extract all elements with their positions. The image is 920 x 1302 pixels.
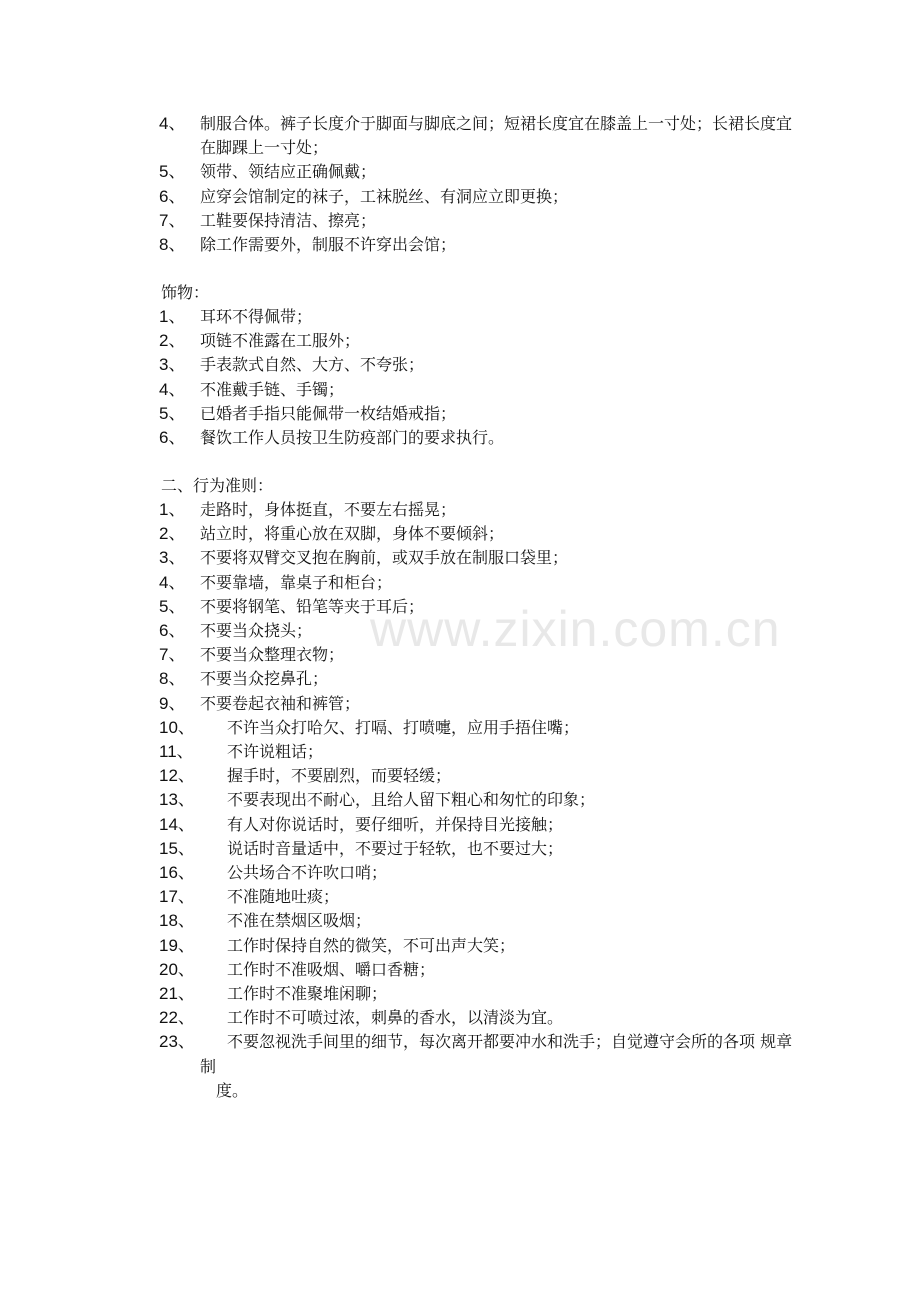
item-number: 8、 xyxy=(159,235,186,254)
item-text: 不要当众挖鼻孔； xyxy=(200,669,329,689)
item-number: 21、 xyxy=(159,984,195,1003)
item-number: 6、 xyxy=(159,621,186,640)
item-number: 11、 xyxy=(159,742,194,761)
item-number: 20、 xyxy=(159,959,195,979)
item-text: 不准在禁烟区吸烟； xyxy=(227,911,372,931)
item-number: 2、 xyxy=(159,524,186,544)
item-text: 领带、领结应正确佩戴； xyxy=(200,162,377,182)
item-text: 手表款式自然、大方、不夸张； xyxy=(200,355,425,375)
item-text: 耳环不得佩带； xyxy=(200,307,313,326)
item-number: 1、 xyxy=(159,307,186,326)
item-number: 19、 xyxy=(159,935,195,955)
item-number: 7、 xyxy=(159,210,186,230)
item-text: 不要当众整理衣物； xyxy=(200,645,345,665)
item-text: 不要卷起衣袖和裤管； xyxy=(200,693,361,713)
item-text: 说话时音量适中，不要过于轻软，也不要过大； xyxy=(227,838,564,858)
item-number: 12、 xyxy=(159,766,195,786)
item-text: 不要当众挠头； xyxy=(200,621,313,640)
item-number: 14、 xyxy=(159,814,195,834)
item-number: 16、 xyxy=(159,863,195,882)
item-text: 有人对你说话时，要仔细听，并保持目光接触； xyxy=(227,814,564,834)
item-text: 不要将钢笔、铅笔等夹于耳后； xyxy=(200,596,425,616)
item-text: 制服合体。裤子长度介于脚面与脚底之间；短裙长度宜在膝盖上一寸处；长裙长度宜 xyxy=(200,114,793,133)
item-number: 9、 xyxy=(159,693,186,713)
item-number: 17、 xyxy=(159,887,195,907)
item-number: 6、 xyxy=(159,186,186,206)
item-continuation-text: 在脚踝上一寸处； xyxy=(200,138,329,158)
item-text: 工作时不准吸烟、嚼口香糖； xyxy=(227,959,436,979)
item-text: 不许当众打哈欠、打嗝、打喷嚏，应用手捂住嘴； xyxy=(227,717,580,737)
item-text: 不要靠墙，靠桌子和柜台； xyxy=(200,572,393,592)
item-text: 不准随地吐痰； xyxy=(227,887,340,907)
watermark: www.zixin.com.cn xyxy=(370,601,781,657)
item-text: 项链不准露在工服外； xyxy=(200,331,361,351)
item-text: 工作时保持自然的微笑，不可出声大笑； xyxy=(227,935,516,955)
item-number: 1、 xyxy=(159,500,186,519)
item-text: 不准戴手链、手镯； xyxy=(200,379,345,399)
item-number: 7、 xyxy=(159,645,186,665)
item-continuation-text: 度。 xyxy=(216,1080,249,1100)
accessories-heading: 饰物： xyxy=(161,283,210,302)
item-text: 工鞋要保持清洁、擦亮； xyxy=(200,210,377,230)
item-text: 握手时，不要剧烈，而要轻缓； xyxy=(227,766,452,786)
item-number: 4、 xyxy=(159,379,186,399)
item-number: 15、 xyxy=(159,838,195,858)
item-text: 走路时，身体挺直，不要左右摇晃； xyxy=(200,500,457,519)
conduct-heading: 二、行为准则： xyxy=(161,476,274,495)
item-number: 23、 xyxy=(159,1032,195,1052)
item-text: 公共场合不许吹口哨； xyxy=(227,863,388,882)
item-text: 不许说粗话； xyxy=(227,742,324,761)
item-text: 不要将双臂交叉抱在胸前，或双手放在制服口袋里； xyxy=(200,548,569,568)
item-number: 4、 xyxy=(159,572,186,592)
item-number: 18、 xyxy=(159,911,195,931)
item-number: 6、 xyxy=(159,428,186,447)
item-number: 5、 xyxy=(159,162,186,182)
item-number: 5、 xyxy=(159,596,186,616)
item-number: 2、 xyxy=(159,331,186,351)
item-text: 餐饮工作人员按卫生防疫部门的要求执行。 xyxy=(200,428,505,447)
item-text: 工作时不准聚堆闲聊； xyxy=(227,984,388,1003)
item-text: 不要表现出不耐心，且给人留下粗心和匆忙的印象； xyxy=(227,790,596,810)
item-number: 8、 xyxy=(159,669,186,689)
item-continuation-text: 制 xyxy=(200,1056,217,1076)
item-number: 4、 xyxy=(159,114,186,133)
item-text: 除工作需要外，制服不许穿出会馆； xyxy=(200,235,457,254)
item-text: 已婚者手指只能佩带一枚结婚戒指； xyxy=(200,403,457,423)
item-text: 不要忽视洗手间里的细节，每次离开都要冲水和洗手；自觉遵守会所的各项 规章 xyxy=(227,1032,793,1052)
item-text: 工作时不可喷过浓，刺鼻的香水，以清淡为宜。 xyxy=(227,1008,564,1028)
item-number: 5、 xyxy=(159,403,186,423)
item-number: 3、 xyxy=(159,548,186,568)
item-number: 10、 xyxy=(159,717,195,737)
item-number: 13、 xyxy=(159,790,195,810)
item-number: 3、 xyxy=(159,355,186,375)
item-number: 22、 xyxy=(159,1008,195,1028)
item-text: 站立时，将重心放在双脚，身体不要倾斜； xyxy=(200,524,505,544)
item-text: 应穿会馆制定的袜子，工袜脱丝、有洞应立即更换； xyxy=(200,186,569,206)
